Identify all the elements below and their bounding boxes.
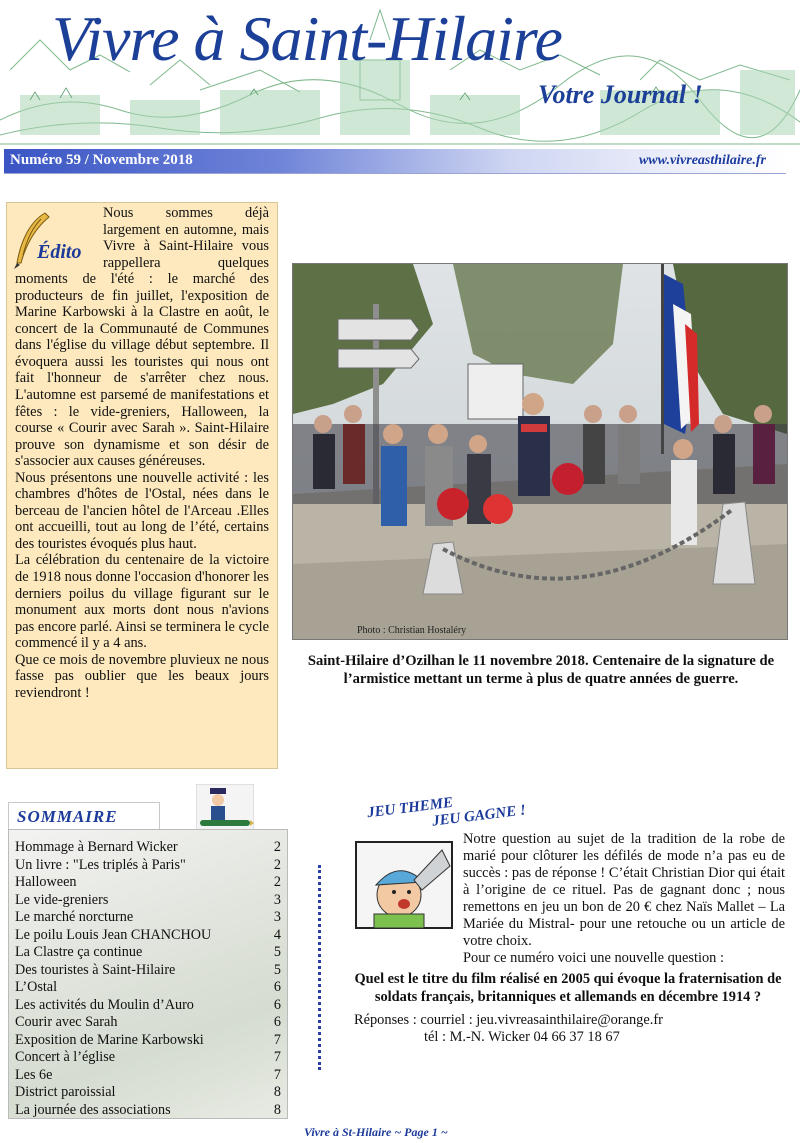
toc-item[interactable] — [15, 927, 281, 945]
toc-page: 3 — [273, 909, 281, 925]
dotted-separator — [318, 865, 325, 1070]
toc-item[interactable] — [15, 839, 281, 857]
website-link[interactable]: www.vivreasthilaire.fr — [638, 153, 766, 168]
toc-page: 6 — [273, 996, 281, 1013]
toc-item[interactable] — [15, 962, 281, 980]
toc-item[interactable] — [15, 1032, 281, 1050]
toc-title: Les activités du Moulin d’Auro — [15, 996, 194, 1013]
toc-item[interactable] — [15, 1067, 281, 1085]
edito-label: Édito — [37, 241, 82, 263]
toc-page: 7 — [273, 1049, 281, 1065]
ceremony-photo — [292, 263, 788, 640]
toc-item[interactable] — [15, 874, 281, 892]
page-footer: Vivre à St-Hilaire ~ Page 1 ~ — [304, 1125, 448, 1139]
toc-item[interactable] — [15, 1049, 281, 1067]
issue-number: Numéro 59 / Novembre 2018 — [10, 152, 193, 168]
toc-item[interactable] — [15, 944, 281, 962]
toc-title: Le vide-greniers — [15, 891, 109, 908]
toc-title: L’Ostal — [15, 979, 58, 995]
toc-page: 2 — [273, 839, 281, 855]
jeu-heading-2: JEU GAGNE ! — [431, 802, 527, 830]
edito-paragraph-2: Nous présentons une nouvelle activité : les chambres d'hôtes de l'Ostal, nées dans le berceau de l'ancien hôtel de l'Arceau .Elles ont accueilli, tout au long de l’été, certains des touristes évoqués plus haut. — [15, 469, 269, 552]
photo-caption: Saint-Hilaire d’Ozilhan le 11 novembre 2018. Centenaire de la signature de l’armistice mettant un terme à plus de quatre années de guerre. — [307, 653, 775, 687]
toc-page: 8 — [273, 1084, 281, 1100]
pen-man-icon — [196, 784, 254, 834]
toc-title: Halloween — [15, 874, 77, 890]
toc-page: 8 — [273, 1101, 281, 1118]
jeu-text: Notre question au sujet de la tradition de la robe de marié pour clôturer les défilés de mode n’a pas eu de succès : pas de réponse ! C’était Christian Dior qui était à l’origine de ce rituel. Pas de gagnant donc ; nous remettons en jeu un bon de 20 € chez Naïs Mallet – La Mariée du Mistral- pour une retouche ou un article de votre choix. — [463, 831, 785, 949]
issue-bar — [4, 149, 786, 174]
toc-title: District paroissial — [15, 1084, 116, 1100]
toc-title: Le marché norcturne — [15, 909, 134, 925]
toc-item[interactable] — [15, 997, 281, 1015]
sommaire-title: SOMMAIRE — [17, 807, 118, 826]
kid-with-megaphone-icon — [354, 840, 454, 930]
toc-item[interactable] — [15, 979, 281, 997]
jeu-new-question: Pour ce numéro voici une nouvelle question : — [463, 950, 724, 966]
edito-box — [6, 202, 278, 769]
toc-page: 4 — [273, 926, 281, 943]
toc-item[interactable] — [15, 1102, 281, 1120]
toc-title: Courir avec Sarah — [15, 1014, 118, 1030]
toc-item[interactable] — [15, 892, 281, 910]
toc-title: Le poilu Louis Jean CHANCHOU — [15, 926, 212, 943]
toc-page: 5 — [273, 944, 281, 960]
toc-page: 5 — [273, 961, 281, 978]
sommaire-header — [8, 802, 160, 831]
toc-title: Les 6e — [15, 1066, 53, 1083]
toc-page: 6 — [273, 1014, 281, 1030]
edito-paragraph-4: Que ce mois de novembre pluvieux ne nous fasse pas oublier que les beaux jours reviendront ! — [15, 651, 269, 701]
toc-item[interactable] — [15, 1014, 281, 1032]
jeu-tel: tél : M.-N. Wicker 04 66 37 18 67 — [424, 1029, 620, 1045]
toc-item[interactable] — [15, 909, 281, 927]
jeu-question: Quel est le titre du film réalisé en 2005 qui évoque la fraternisation de soldats français, britanniques et allemands en décembre 1914 ? — [354, 971, 782, 1005]
toc-item[interactable] — [15, 857, 281, 875]
edito-paragraph-3: La célébration du centenaire de la victoire de 1918 nous donne l'occasion d'honorer les derniers poilus du village figurant sur le monument aux morts dont nous n'avions pas encore parlé. Ainsi se terminera le cycle commencé il y a 4 ans. — [15, 552, 269, 652]
toc-page: 2 — [273, 856, 281, 873]
photo-credit: Photo : Christian Hostaléry — [357, 625, 467, 636]
jeu-heading-1: JEU THEME — [366, 794, 454, 822]
edito-text — [15, 205, 269, 701]
toc-page: 6 — [273, 979, 281, 995]
edito-paragraph-1: Nous sommes déjà largement en automne, mais Vivre à Saint-Hilaire vous rappellera quelques moments de l'été : le marché des producteurs de fin juillet, l'exposition de Marine Karbowski à la Clastre en août, le concert de la Communauté de Communes dans l'église du village début septembre. Il évoquera aussi les touristes qui nous ont fait l'honneur de s'arrêter chez nous. L'automne est parsemé de manifestations et fêtes : le vide-greniers, Halloween, la course « Courir avec Sarah ». Saint-Hilaire prouve son dynamisme et son désir de s'associer aux causes généreuses. — [15, 205, 269, 470]
toc-page: 2 — [273, 874, 281, 890]
toc-title: La journée des associations — [15, 1101, 171, 1118]
toc-title: Exposition de Marine Karbowski — [15, 1031, 204, 1048]
publication-subtitle: Votre Journal ! — [538, 80, 703, 109]
toc-title: La Clastre ça continue — [15, 944, 143, 960]
masthead — [0, 0, 800, 148]
toc-page: 7 — [273, 1066, 281, 1083]
toc-page: 7 — [273, 1031, 281, 1048]
toc-title: Des touristes à Saint-Hilaire — [15, 961, 176, 978]
toc-item[interactable] — [15, 1084, 281, 1102]
toc-title: Concert à l’église — [15, 1049, 116, 1065]
toc-page: 3 — [273, 891, 281, 908]
jeu-reponses: Réponses : courriel : jeu.vivreasainthilaire@orange.fr — [354, 1012, 663, 1028]
sommaire-list — [8, 829, 288, 1119]
toc-title: Un livre : "Les triplés à Paris" — [15, 856, 186, 873]
publication-title: Vivre à Saint-Hilaire — [52, 3, 562, 74]
toc-title: Hommage à Bernard Wicker — [15, 839, 178, 855]
